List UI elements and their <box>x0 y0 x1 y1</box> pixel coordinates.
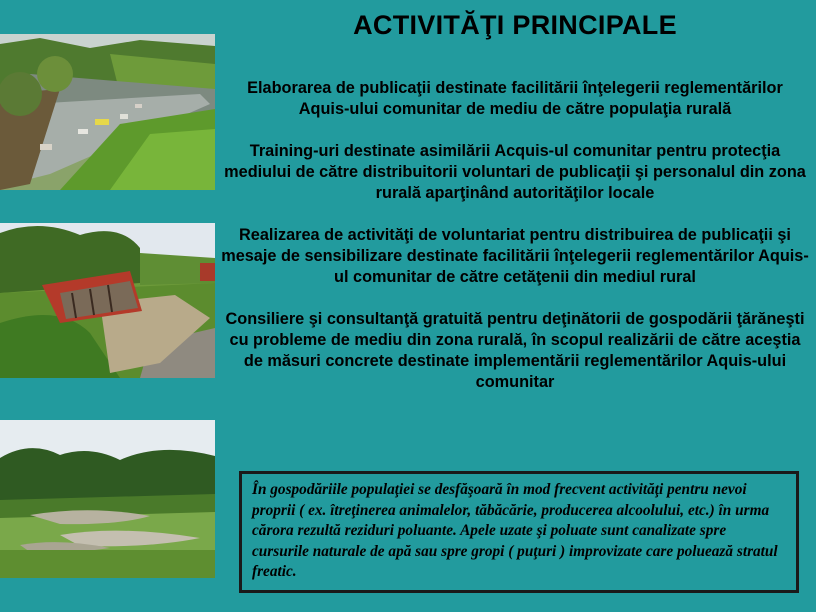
photo-overturned-trailer <box>0 223 215 378</box>
activity-item: Elaborarea de publicaţii destinate facilitării înţelegerii reglementărilor Aquis-ului comunitar de mediu de către populaţia rurală <box>247 79 783 118</box>
pollution-note-box <box>239 471 799 593</box>
page-title: ACTIVITĂŢI PRINCIPALE <box>353 10 677 40</box>
photo-field-dump <box>0 420 215 578</box>
photo-polluted-stream <box>0 34 215 190</box>
activity-item: Consiliere şi consultanţă gratuită pentru deţinătorii de gospodării ţărăneşti cu probleme de mediu din zona rurală, în scopul realizării de către aceştia de măsuri concrete destinate implementării reglementărilor Aquis-ului comunitar <box>225 310 805 391</box>
pollution-note-text: În gospodăriile populaţiei se desfăşoară în mod frecvent activităţi pentru nevoi proprii ( ex. îtreţinerea animalelor, tăbăcărie, producerea alcoolului, etc.) în urma cărora rezultă reziduri poluante. Apele uzate şi poluate sunt canalizate spre cursurile naturale de apă sau spre gropi ( puţuri ) improvizate care poluează stratul freatic. <box>252 481 778 580</box>
activities-list <box>220 78 810 414</box>
activity-item: Realizarea de activităţi de voluntariat pentru distribuirea de publicaţii şi mesaje de sensibilizare destinate facilitării înţelegerii reglementărilor Aquis-ul comunitar de către cetăţenii din mediul rural <box>221 226 809 286</box>
activity-item: Training-uri destinate asimilării Acquis-ul comunitar pentru protecţia mediului de către distribuitorii voluntari de publicaţii şi personalul din zona rurală aparţinând autorităţilor locale <box>224 142 806 202</box>
